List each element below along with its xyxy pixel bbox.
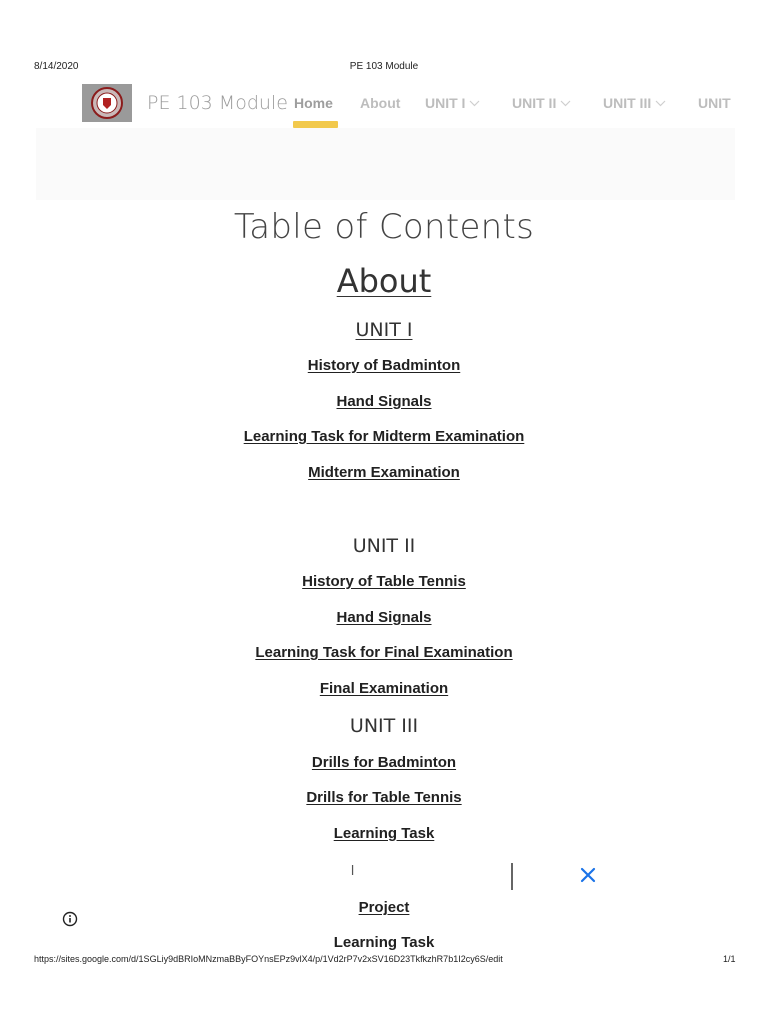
- main-nav: [36, 82, 736, 128]
- unit-3-heading: UNIT III: [349, 715, 419, 737]
- link-project[interactable]: [0, 899, 768, 916]
- site-header: [36, 82, 736, 128]
- link-label: Drills for Table Tennis: [306, 789, 462, 806]
- link-label: History of Badminton: [307, 357, 461, 374]
- chevron-down-icon[interactable]: [655, 100, 666, 107]
- link-final-examination[interactable]: [0, 680, 768, 697]
- active-nav-indicator: [293, 121, 338, 128]
- nav-unit-1-label: UNIT I: [425, 95, 466, 111]
- link-label: History of Table Tennis: [302, 573, 466, 590]
- about-link-label: About: [336, 262, 432, 300]
- link-label: Learning Task: [333, 934, 435, 951]
- nav-unit-1[interactable]: [425, 95, 480, 111]
- print-page-number: 1/1: [723, 954, 736, 964]
- link-label: Hand Signals: [336, 393, 432, 410]
- link-learning-task-4[interactable]: [0, 934, 768, 951]
- unit-1-heading[interactable]: [0, 319, 768, 341]
- link-learning-task-3[interactable]: [0, 825, 768, 842]
- link-label: Learning Task for Midterm Examination: [243, 428, 525, 445]
- print-title: PE 103 Module: [349, 61, 419, 72]
- link-learning-task-midterm[interactable]: [0, 428, 768, 445]
- nav-unit-3-label: UNIT III: [603, 95, 652, 111]
- link-drills-for-badminton[interactable]: [0, 754, 768, 771]
- link-hand-signals-2[interactable]: [0, 609, 768, 626]
- unit-2-heading: UNIT II: [352, 535, 416, 557]
- nav-unit-2[interactable]: [512, 95, 571, 111]
- link-history-of-badminton[interactable]: [0, 357, 768, 374]
- info-icon[interactable]: [62, 911, 78, 927]
- link-label: Project: [358, 899, 410, 916]
- nav-about-label: About: [360, 95, 401, 111]
- link-label: Midterm Examination: [308, 464, 460, 481]
- nav-about[interactable]: [360, 95, 400, 111]
- link-label: Hand Signals: [336, 609, 432, 626]
- page-title: Table of Contents: [233, 207, 535, 247]
- print-url: https://sites.google.com/d/1SGLiy9dBRIoMNzmaBByFOYnsEPz9vlX4/p/1Vd2rP7v2xSV16D23TkfkzhR7b1I2cy6S/edit: [34, 954, 503, 964]
- link-label: Drills for Badminton: [311, 754, 457, 771]
- link-label: Learning Task: [333, 825, 435, 842]
- nav-unit-more[interactable]: [698, 95, 731, 111]
- link-midterm-examination[interactable]: [0, 464, 768, 481]
- chevron-down-icon[interactable]: [560, 100, 571, 107]
- link-hand-signals-1[interactable]: [0, 393, 768, 410]
- nav-home[interactable]: [294, 95, 333, 111]
- close-icon[interactable]: [579, 866, 597, 884]
- about-link[interactable]: [0, 262, 768, 300]
- overlay-glyph: l: [351, 862, 355, 878]
- header-banner: [36, 128, 735, 200]
- print-date: 8/14/2020: [34, 61, 79, 72]
- nav-unit-more-label: UNIT: [698, 95, 731, 111]
- site-name[interactable]: PE 103 Module: [147, 92, 288, 114]
- nav-unit-2-label: UNIT II: [512, 95, 557, 111]
- nav-home-label: Home: [294, 95, 333, 111]
- nav-unit-3[interactable]: [603, 95, 666, 111]
- link-history-of-table-tennis[interactable]: [0, 573, 768, 590]
- link-drills-for-table-tennis[interactable]: [0, 789, 768, 806]
- link-label: Final Examination: [319, 680, 449, 697]
- link-label: Learning Task for Final Examination: [255, 644, 513, 661]
- chevron-down-icon[interactable]: [469, 100, 480, 107]
- unit-1-heading-label: UNIT I: [355, 319, 413, 341]
- overlay-divider: [511, 863, 513, 890]
- link-learning-task-final[interactable]: [0, 644, 768, 661]
